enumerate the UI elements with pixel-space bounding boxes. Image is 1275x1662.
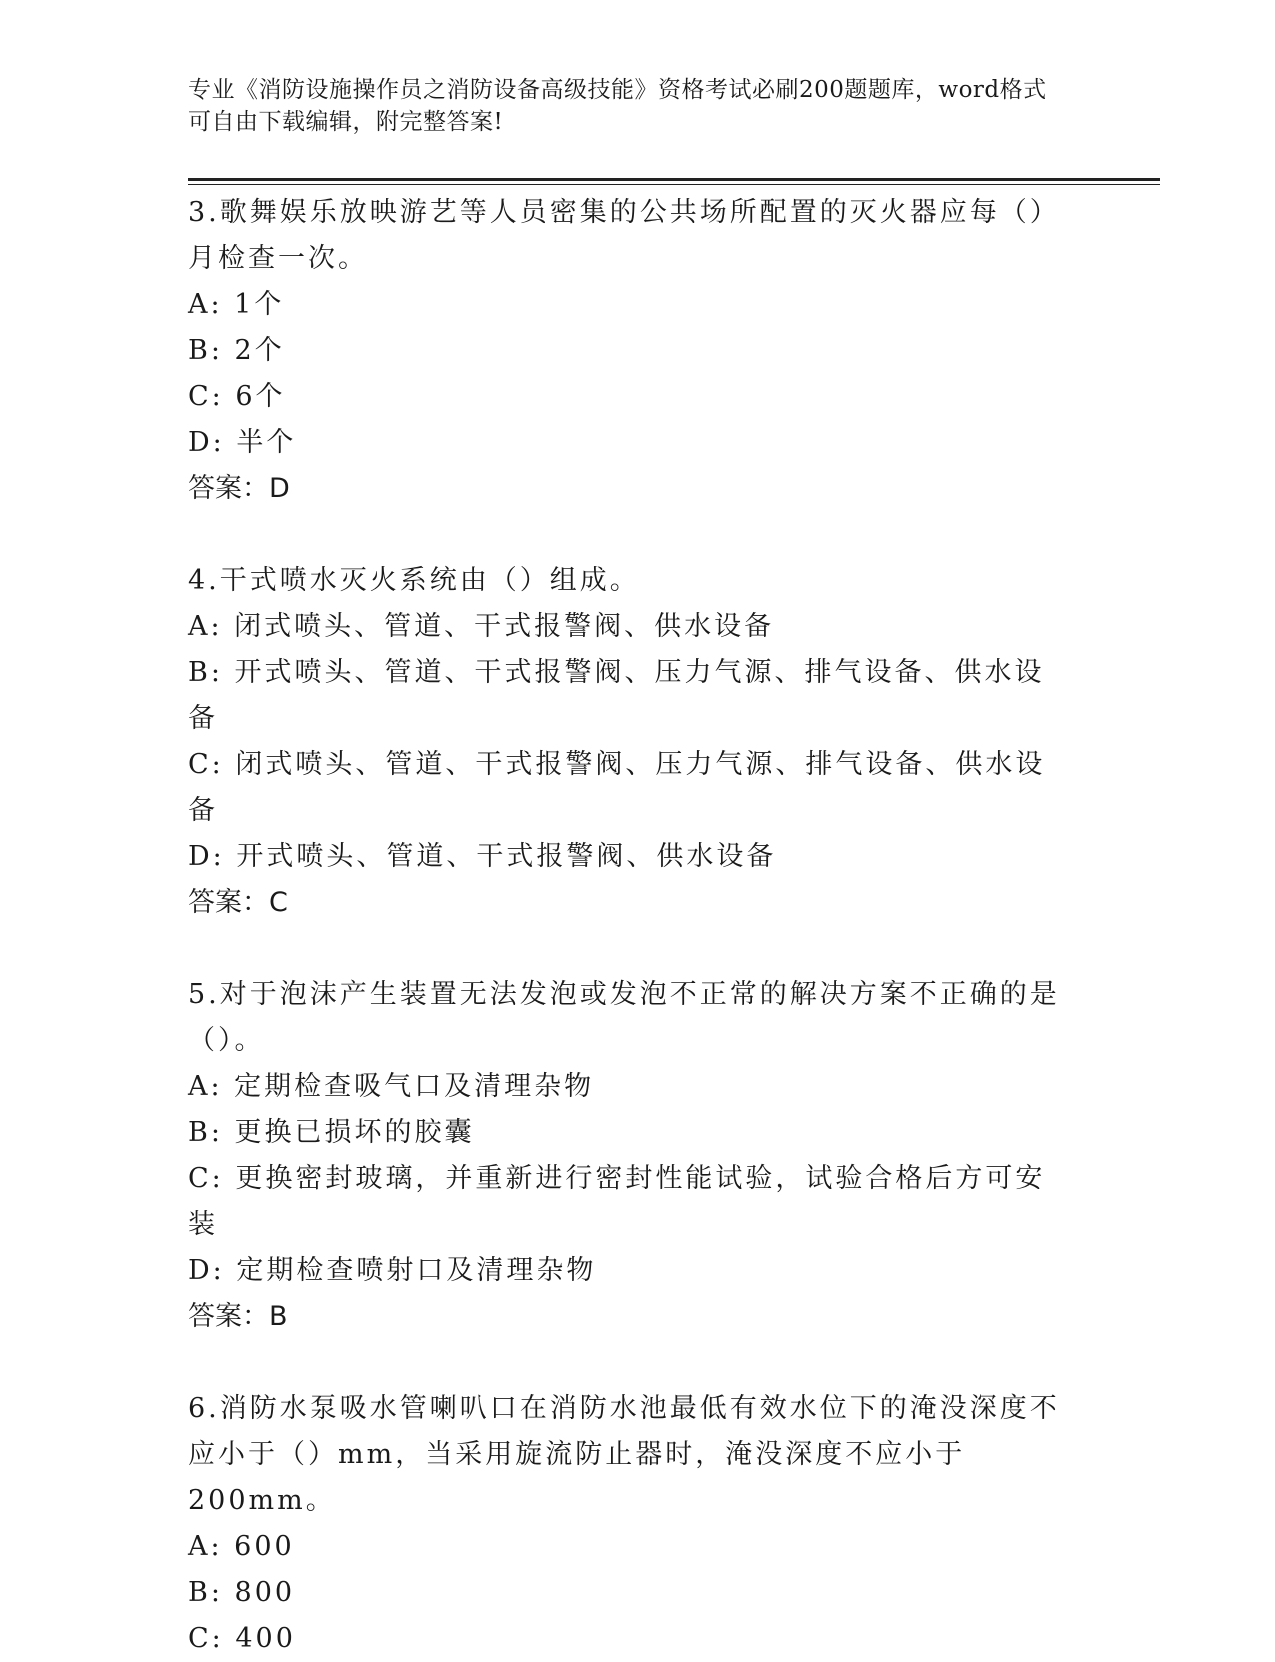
question-spacer [188, 926, 1068, 972]
option-b: B: 更换已损坏的胶囊 [188, 1117, 475, 1148]
option-d: D: 定期检查喷射口及清理杂物 [188, 1255, 597, 1286]
question-stem: 5.对于泡沫产生装置无法发泡或发泡不正常的解决方案不正确的是（）。 [188, 979, 1060, 1056]
question-spacer [188, 512, 1068, 558]
option-d: D: 半个 [188, 427, 297, 458]
option-c: C: 更换密封玻璃，并重新进行密封性能试验，试验合格后方可安装 [188, 1163, 1046, 1240]
option-b: B: 开式喷头、管道、干式报警阀、压力气源、排气设备、供水设备 [188, 657, 1045, 734]
question-stem: 4.干式喷水灭火系统由（）组成。 [188, 565, 640, 596]
answer: 答案：B [188, 1301, 288, 1332]
question-3 [188, 190, 1068, 512]
option-a: A: 1个 [188, 289, 285, 320]
option-d: D: 开式喷头、管道、干式报警阀、供水设备 [188, 841, 777, 872]
question-6 [188, 1386, 1068, 1662]
option-b: B: 2个 [188, 335, 285, 366]
header-rule-thin [188, 184, 1160, 185]
option-c: C: 6个 [188, 381, 286, 412]
answer: 答案：C [188, 887, 288, 918]
question-stem: 6.消防水泵吸水管喇叭口在消防水池最低有效水位下的淹没深度不应小于（）mm，当采用旋流防止器时，淹没深度不应小于200mm。 [188, 1393, 1060, 1516]
header-rule-thick [188, 178, 1160, 181]
question-spacer [188, 1340, 1068, 1386]
question-4 [188, 558, 1068, 926]
document-header: 专业《消防设施操作员之消防设备高级技能》资格考试必刷200题题库，word格式可自由下载编辑，附完整答案! [188, 77, 1047, 135]
option-b: B: 800 [188, 1577, 296, 1608]
option-c: C: 400 [188, 1623, 296, 1654]
option-a: A: 闭式喷头、管道、干式报警阀、供水设备 [188, 611, 775, 642]
question-stem: 3.歌舞娱乐放映游艺等人员密集的公共场所配置的灭火器应每（）月检查一次。 [188, 197, 1060, 274]
question-list [188, 190, 1068, 1662]
answer: 答案：D [188, 473, 290, 504]
option-a: A: 600 [188, 1531, 295, 1562]
option-c: C: 闭式喷头、管道、干式报警阀、压力气源、排气设备、供水设备 [188, 749, 1046, 826]
question-5 [188, 972, 1068, 1340]
option-a: A: 定期检查吸气口及清理杂物 [188, 1071, 595, 1102]
